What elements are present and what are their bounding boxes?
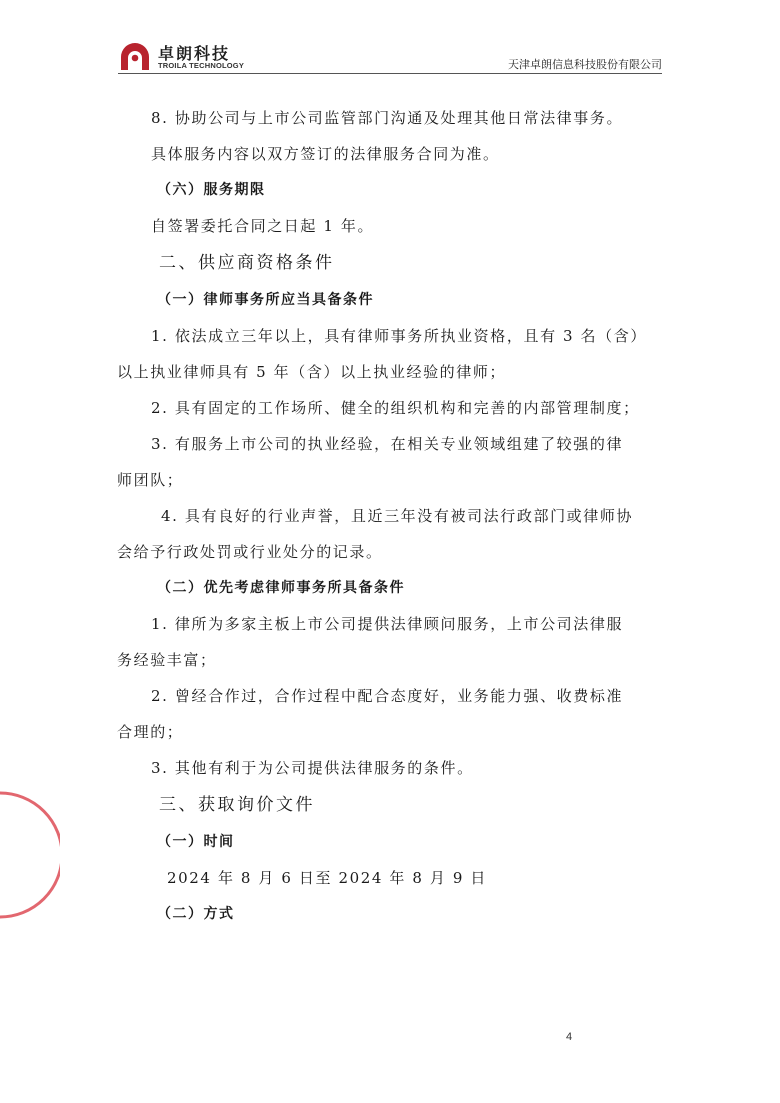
document-body <box>117 100 663 932</box>
condition-3-line-1: 3. 有服务上市公司的执业经验，在相关专业领域组建了较强的律 <box>151 435 624 453</box>
section-heading-inquiry-docs: 三、获取询价文件 <box>159 795 315 815</box>
paragraph-item-8: 8. 协助公司与上市公司监管部门沟通及处理其他日常法律事务。 <box>151 109 624 127</box>
condition-4-line-2: 会给予行政处罚或行业处分的记录。 <box>117 543 383 561</box>
condition-4-line-1: 4. 具有良好的行业声誉，且近三年没有被司法行政部门或律师协 <box>161 507 634 525</box>
logo-cn-text: 卓朗科技 <box>158 44 231 63</box>
preferred-2-line-1: 2. 曾经合作过，合作过程中配合态度好，业务能力强、收费标准 <box>151 687 624 705</box>
company-logo <box>118 40 278 74</box>
preferred-3: 3. 其他有利于为公司提供法律服务的条件。 <box>151 759 474 777</box>
preferred-2-line-2: 合理的； <box>117 723 184 741</box>
header-divider <box>118 73 662 74</box>
heading-method: （二）方式 <box>157 906 235 922</box>
date-range: 2024 年 8 月 6 日至 2024 年 8 月 9 日 <box>167 869 487 887</box>
condition-2: 2. 具有固定的工作场所、健全的组织机构和完善的内部管理制度； <box>151 399 640 417</box>
condition-1-line-2: 以上执业律师具有 5 年（含）以上执业经验的律师； <box>117 363 507 381</box>
preferred-1-line-1: 1. 律所为多家主板上市公司提供法律顾问服务，上市公司法律服 <box>151 615 624 633</box>
heading-required-conditions: （一）律师事务所应当具备条件 <box>157 292 374 308</box>
heading-service-period: （六）服务期限 <box>157 182 266 198</box>
condition-1-line-1: 1. 依法成立三年以上，具有律师事务所执业资格，且有 3 名（含） <box>151 327 647 345</box>
heading-time: （一）时间 <box>157 834 235 850</box>
page-header <box>0 0 780 80</box>
logo-mark-icon <box>118 40 152 74</box>
paragraph-service-scope: 具体服务内容以双方签订的法律服务合同为准。 <box>151 145 500 163</box>
logo-en-text: TROILA TECHNOLOGY <box>158 61 245 70</box>
condition-3-line-2: 师团队； <box>117 471 184 489</box>
preferred-1-line-2: 务经验丰富； <box>117 651 217 669</box>
section-heading-qualifications: 二、供应商资格条件 <box>159 253 335 273</box>
page-number: 4 <box>566 1031 573 1043</box>
company-seal-stamp <box>0 780 60 930</box>
svg-text:天津卓朗信息科技股份有限公司 <box>0 780 1 927</box>
heading-preferred-conditions: （二）优先考虑律师事务所具备条件 <box>157 580 405 596</box>
company-name: 天津卓朗信息科技股份有限公司 <box>508 58 662 71</box>
paragraph-service-period: 自签署委托合同之日起 1 年。 <box>151 217 375 235</box>
